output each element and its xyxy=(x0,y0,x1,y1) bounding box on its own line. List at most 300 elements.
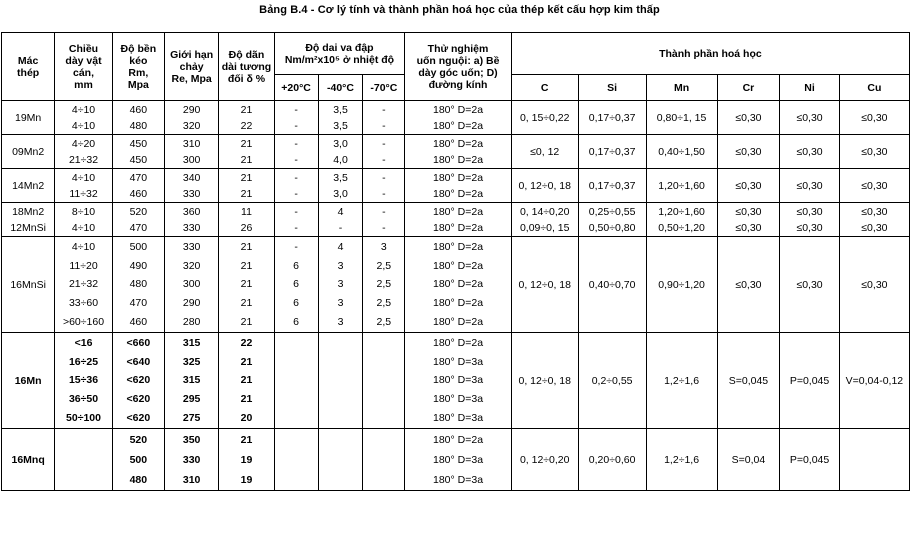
cell-line: - xyxy=(382,187,386,200)
cell-line: 460 xyxy=(129,316,148,329)
header-line: dài tương xyxy=(221,60,272,73)
table-row xyxy=(2,135,910,169)
cell-uon xyxy=(405,203,512,237)
cell-line: 2,5 xyxy=(376,278,392,291)
header-chieu-day xyxy=(55,33,112,101)
cell-t20 xyxy=(274,169,318,203)
cell-line: 6 xyxy=(293,278,300,291)
cell-c xyxy=(511,429,578,491)
cell-line: - xyxy=(382,171,386,184)
cell-t70 xyxy=(363,429,405,491)
cell-line: 19 xyxy=(240,453,253,466)
cell-line: 180° D=3a xyxy=(433,393,484,406)
cell-line: - xyxy=(382,119,386,132)
cell-t20 xyxy=(274,333,318,429)
cell-line: 4÷10 xyxy=(71,221,96,234)
cell-line: 480 xyxy=(129,278,148,291)
header-line: Nm/m²x10⁵ ở nhiệt độ xyxy=(284,53,395,66)
cell-dan xyxy=(219,169,274,203)
header-line: Chiều xyxy=(68,42,99,55)
cell-t40 xyxy=(318,237,363,333)
cell-line: - xyxy=(294,119,298,132)
cell-line: 320 xyxy=(182,259,201,272)
cell-line: 21 xyxy=(240,171,253,184)
cell-rm xyxy=(112,333,164,429)
cell-line: 3,0 xyxy=(333,137,348,150)
cell-line: 4÷10 xyxy=(71,240,96,253)
cell-line: 4 xyxy=(337,240,344,253)
cell-t40 xyxy=(318,135,363,169)
cell-line: 520 xyxy=(129,433,148,446)
cell-line: 26 xyxy=(240,221,253,234)
cell-re xyxy=(164,135,218,169)
cell-t20 xyxy=(274,203,318,237)
cell-t70 xyxy=(363,333,405,429)
cell-line: <660 xyxy=(126,336,151,349)
cell-line: 2,5 xyxy=(376,297,392,310)
cell-line: ≤0,30 xyxy=(796,205,823,218)
cell-day xyxy=(55,203,112,237)
cell-line: 3 xyxy=(337,278,344,291)
cell-line: 21 xyxy=(240,259,253,272)
cell-line: P=0,045 xyxy=(789,453,830,466)
cell-line: 19Mn xyxy=(15,111,42,124)
cell-mn xyxy=(646,169,717,203)
cell-si xyxy=(578,135,646,169)
cell-line: 0, 12÷0,20 xyxy=(519,453,570,466)
cell-line: 19 xyxy=(240,473,253,486)
header-line: chảy xyxy=(179,60,204,73)
header-do-dan xyxy=(219,33,274,101)
cell-line: 315 xyxy=(182,336,201,349)
cell-line: 180° D=3a xyxy=(433,355,484,368)
table-title: Bảng B.4 - Cơ lý tính và thành phần hoá học của thép kết cấu hợp kim thấp xyxy=(259,4,660,16)
header-temp-20: +20°C xyxy=(274,75,318,101)
cell-line: 310 xyxy=(182,473,201,486)
cell-line: 290 xyxy=(182,297,201,310)
cell-cr xyxy=(717,237,780,333)
cell-line: 290 xyxy=(182,103,201,116)
table-body xyxy=(2,101,910,491)
cell-line: 16÷25 xyxy=(68,355,99,368)
cell-line: 480 xyxy=(129,119,148,132)
cell-line: 180° D=2a xyxy=(433,259,484,272)
cell-mn xyxy=(646,237,717,333)
cell-line: <620 xyxy=(126,412,151,425)
cell-ni xyxy=(780,333,840,429)
cell-mn xyxy=(646,203,717,237)
cell-re xyxy=(164,237,218,333)
cell-cu xyxy=(839,237,909,333)
cell-line: 315 xyxy=(182,374,201,387)
cell-line: ≤0,30 xyxy=(796,179,823,192)
cell-line: 180° D=2a xyxy=(433,153,484,166)
cell-c xyxy=(511,101,578,135)
cell-line: 18Mn2 xyxy=(12,205,45,218)
cell-line: 460 xyxy=(129,187,148,200)
cell-line: 22 xyxy=(240,119,253,132)
header-line: đường kính xyxy=(428,78,488,91)
cell-si xyxy=(578,237,646,333)
cell-line: 36÷50 xyxy=(68,393,99,406)
cell-line: 0,25÷0,55 xyxy=(588,205,636,218)
cell-c xyxy=(511,333,578,429)
cell-line: 0,09÷0, 15 xyxy=(519,221,570,234)
cell-line: ≤0,30 xyxy=(796,111,823,124)
cell-line: ≤0,30 xyxy=(861,145,888,158)
cell-line: 21 xyxy=(240,240,253,253)
cell-line: 0, 12÷0, 18 xyxy=(518,179,571,192)
header-thu-nghiem xyxy=(405,33,512,101)
cell-line: 0,17÷0,37 xyxy=(588,111,636,124)
cell-ni xyxy=(780,429,840,491)
cell-line: 325 xyxy=(182,355,201,368)
cell-line: 16Mnq xyxy=(11,453,45,466)
cell-line: ≤0,30 xyxy=(861,221,888,234)
cell-line: 500 xyxy=(129,240,148,253)
cell-line: 0,40÷0,70 xyxy=(588,278,636,291)
cell-t20 xyxy=(274,135,318,169)
cell-c xyxy=(511,169,578,203)
cell-line: <16 xyxy=(74,336,93,349)
cell-t20 xyxy=(274,429,318,491)
cell-line: 180° D=2a xyxy=(433,137,484,150)
cell-line: 21÷32 xyxy=(68,153,99,166)
cell-line: 470 xyxy=(129,297,148,310)
header-temp-40: -40°C xyxy=(318,75,363,101)
cell-line: 3,5 xyxy=(333,103,348,116)
cell-mac xyxy=(2,169,55,203)
cell-uon xyxy=(405,237,512,333)
cell-line: 11÷32 xyxy=(69,187,98,200)
cell-si xyxy=(578,333,646,429)
cell-line: 4÷20 xyxy=(71,137,96,150)
cell-line: - xyxy=(294,103,298,116)
cell-rm xyxy=(112,203,164,237)
header-line: thép xyxy=(17,66,40,79)
header-line: Mác xyxy=(17,54,39,67)
cell-line: 20 xyxy=(240,412,253,425)
cell-line: 0, 14÷0,20 xyxy=(519,205,570,218)
cell-cu xyxy=(839,169,909,203)
cell-t70 xyxy=(363,203,405,237)
cell-line: 0, 12÷0, 18 xyxy=(518,374,571,387)
cell-t70 xyxy=(363,169,405,203)
cell-line: - xyxy=(382,153,386,166)
cell-line: 1,2÷1,6 xyxy=(664,374,700,387)
cell-line: 0,50÷1,20 xyxy=(658,221,705,234)
cell-cr xyxy=(717,203,780,237)
cell-line: ≤0,30 xyxy=(735,179,762,192)
cell-line: ≤0,30 xyxy=(861,205,888,218)
cell-line: 280 xyxy=(182,316,201,329)
cell-line: 490 xyxy=(129,259,148,272)
header-row-1 xyxy=(2,33,910,75)
header-element-c: C xyxy=(511,75,578,101)
cell-cr xyxy=(717,333,780,429)
table-row xyxy=(2,237,910,333)
cell-mac xyxy=(2,101,55,135)
cell-re xyxy=(164,169,218,203)
cell-dan xyxy=(219,135,274,169)
cell-cr xyxy=(717,135,780,169)
cell-line: 11 xyxy=(241,205,252,218)
cell-dan xyxy=(219,237,274,333)
cell-c xyxy=(511,203,578,237)
cell-line: <620 xyxy=(126,393,151,406)
cell-line: 0,80÷1, 15 xyxy=(656,111,707,124)
cell-line: 180° D=2a xyxy=(433,278,484,291)
cell-line: - xyxy=(382,221,386,234)
cell-line: 4,0 xyxy=(333,153,348,166)
cell-cr xyxy=(717,429,780,491)
cell-line: 450 xyxy=(129,137,148,150)
cell-dan xyxy=(219,429,274,491)
cell-line: - xyxy=(294,221,298,234)
cell-re xyxy=(164,101,218,135)
cell-t40 xyxy=(318,203,363,237)
cell-mn xyxy=(646,101,717,135)
cell-line: V=0,04-0,12 xyxy=(845,374,904,387)
cell-uon xyxy=(405,101,512,135)
cell-line: 320 xyxy=(182,119,201,132)
cell-line: 275 xyxy=(182,412,201,425)
cell-t40 xyxy=(318,169,363,203)
cell-uon xyxy=(405,169,512,203)
cell-line: - xyxy=(294,171,298,184)
table-row xyxy=(2,429,910,491)
cell-line: 4÷10 xyxy=(71,119,96,132)
cell-day xyxy=(55,101,112,135)
header-element-mn: Mn xyxy=(646,75,717,101)
cell-line: ≤0,30 xyxy=(861,179,888,192)
cell-line: 21÷32 xyxy=(68,278,99,291)
cell-line: S=0,04 xyxy=(731,453,766,466)
cell-si xyxy=(578,169,646,203)
cell-uon xyxy=(405,333,512,429)
header-line: Rm, xyxy=(128,66,149,79)
cell-line: - xyxy=(382,103,386,116)
cell-line: ≤0,30 xyxy=(796,145,823,158)
cell-line: 12MnSi xyxy=(10,221,46,234)
cell-line: 300 xyxy=(182,153,201,166)
cell-line: 1,2÷1,6 xyxy=(664,453,700,466)
cell-mn xyxy=(646,429,717,491)
cell-line: - xyxy=(294,137,298,150)
cell-line: 295 xyxy=(182,393,201,406)
cell-line: 6 xyxy=(293,259,300,272)
header-line: Mpa xyxy=(127,78,149,91)
cell-line: ≤0,30 xyxy=(735,111,762,124)
header-line: uốn nguội: a) Bề xyxy=(416,54,500,67)
cell-mac xyxy=(2,203,55,237)
cell-line: 21 xyxy=(240,433,253,446)
cell-dan xyxy=(219,203,274,237)
header-line: cán, xyxy=(73,66,95,79)
cell-line: 15÷36 xyxy=(68,374,99,387)
cell-c xyxy=(511,237,578,333)
cell-line: 300 xyxy=(182,278,201,291)
header-line: dày góc uốn; D) xyxy=(418,66,498,79)
cell-re xyxy=(164,429,218,491)
header-do-dai-va-dap xyxy=(274,33,405,75)
cell-line: 21 xyxy=(240,103,253,116)
cell-rm xyxy=(112,101,164,135)
cell-day xyxy=(55,169,112,203)
cell-mac xyxy=(2,429,55,491)
cell-line: 350 xyxy=(182,433,201,446)
cell-line: 340 xyxy=(182,171,201,184)
cell-t40 xyxy=(318,333,363,429)
header-line: Giới hạn xyxy=(170,48,214,61)
cell-line: 180° D=2a xyxy=(433,433,484,446)
cell-uon xyxy=(405,135,512,169)
cell-line: 2,5 xyxy=(376,316,392,329)
cell-ni xyxy=(780,237,840,333)
cell-line: 310 xyxy=(182,137,201,150)
cell-line: 330 xyxy=(182,221,201,234)
cell-line: 180° D=3a xyxy=(433,453,484,466)
cell-day xyxy=(55,429,112,491)
cell-t40 xyxy=(318,429,363,491)
cell-line: 180° D=2a xyxy=(433,187,484,200)
header-element-cr: Cr xyxy=(717,75,780,101)
steel-properties-table xyxy=(1,32,910,491)
cell-line: 11÷20 xyxy=(69,259,98,272)
cell-line: ≤0,30 xyxy=(861,111,888,124)
cell-line: P=0,045 xyxy=(789,374,830,387)
cell-line: - xyxy=(294,187,298,200)
cell-t20 xyxy=(274,101,318,135)
cell-line: 180° D=2a xyxy=(433,316,484,329)
cell-line: 480 xyxy=(129,473,148,486)
cell-ni xyxy=(780,101,840,135)
cell-line: 6 xyxy=(293,316,300,329)
table-row xyxy=(2,101,910,135)
cell-rm xyxy=(112,169,164,203)
cell-cu xyxy=(839,101,909,135)
cell-line: ≤0,30 xyxy=(735,205,762,218)
cell-line: 0, 12÷0, 18 xyxy=(518,278,571,291)
cell-t70 xyxy=(363,237,405,333)
cell-line: 6 xyxy=(293,297,300,310)
header-mac-thep xyxy=(2,33,55,101)
cell-line: 4 xyxy=(337,205,344,218)
cell-si xyxy=(578,203,646,237)
cell-line: 0,20÷0,60 xyxy=(588,453,636,466)
cell-line: 180° D=2a xyxy=(433,171,484,184)
cell-line: S=0,045 xyxy=(728,374,769,387)
cell-line: 21 xyxy=(240,297,253,310)
table-row xyxy=(2,203,910,237)
cell-c xyxy=(511,135,578,169)
cell-line: 09Mn2 xyxy=(12,145,45,158)
cell-rm xyxy=(112,429,164,491)
cell-line: <640 xyxy=(126,355,151,368)
cell-line: 3 xyxy=(337,297,344,310)
cell-t70 xyxy=(363,135,405,169)
cell-line: 3,5 xyxy=(333,119,348,132)
header-line: Re, Mpa xyxy=(171,72,212,85)
cell-line: 0,50÷0,80 xyxy=(588,221,636,234)
cell-mn xyxy=(646,333,717,429)
cell-line: ≤0,30 xyxy=(861,278,888,291)
header-gioi-han xyxy=(164,33,218,101)
cell-re xyxy=(164,333,218,429)
cell-line: 21 xyxy=(240,374,253,387)
cell-line: 21 xyxy=(240,316,253,329)
cell-line: 3 xyxy=(337,316,344,329)
cell-line: 180° D=2a xyxy=(433,205,484,218)
cell-line: 0, 15÷0,22 xyxy=(519,111,570,124)
cell-line: - xyxy=(382,137,386,150)
cell-ni xyxy=(780,135,840,169)
cell-line: 21 xyxy=(240,153,253,166)
cell-uon xyxy=(405,429,512,491)
header-element-cu: Cu xyxy=(839,75,909,101)
cell-line: 180° D=3a xyxy=(433,473,484,486)
cell-line: - xyxy=(294,205,298,218)
cell-ni xyxy=(780,203,840,237)
cell-line: 330 xyxy=(182,240,201,253)
cell-line: 21 xyxy=(240,278,253,291)
cell-line: 450 xyxy=(129,153,148,166)
header-line: Độ bền xyxy=(120,42,157,55)
cell-line: 180° D=2a xyxy=(433,297,484,310)
cell-line: 1,20÷1,60 xyxy=(658,179,705,192)
header-line: dày vật xyxy=(65,54,102,67)
cell-rm xyxy=(112,237,164,333)
cell-cr xyxy=(717,101,780,135)
cell-mac xyxy=(2,135,55,169)
header-thanh-phan: Thành phần hoá học xyxy=(511,33,909,75)
cell-cu xyxy=(839,203,909,237)
cell-line: 0,17÷0,37 xyxy=(588,179,636,192)
cell-line: 360 xyxy=(182,205,201,218)
cell-line: 330 xyxy=(182,453,201,466)
cell-line: - xyxy=(294,240,298,253)
cell-day xyxy=(55,237,112,333)
cell-line: 180° D=2a xyxy=(433,336,484,349)
cell-line: 500 xyxy=(129,453,148,466)
cell-line: 1,20÷1,60 xyxy=(658,205,705,218)
cell-line: 8÷10 xyxy=(71,205,96,218)
cell-line: 2,5 xyxy=(376,259,392,272)
cell-line: 4÷10 xyxy=(71,171,96,184)
cell-ni xyxy=(780,169,840,203)
cell-rm xyxy=(112,135,164,169)
cell-mac xyxy=(2,333,55,429)
cell-line: 16MnSi xyxy=(10,278,46,291)
cell-line: 16Mn xyxy=(14,374,42,387)
cell-line: 3,5 xyxy=(333,171,348,184)
cell-line: 0,17÷0,37 xyxy=(588,145,636,158)
cell-day xyxy=(55,333,112,429)
cell-cu xyxy=(839,333,909,429)
cell-line: 50÷100 xyxy=(66,412,101,425)
cell-line: 21 xyxy=(240,355,253,368)
cell-cr xyxy=(717,169,780,203)
cell-si xyxy=(578,101,646,135)
header-do-ben xyxy=(112,33,164,101)
cell-line: 460 xyxy=(129,103,148,116)
cell-line: 3 xyxy=(337,259,344,272)
cell-line: 180° D=3a xyxy=(433,374,484,387)
cell-cu xyxy=(839,135,909,169)
cell-day xyxy=(55,135,112,169)
header-temp-70: -70°C xyxy=(363,75,405,101)
cell-t70 xyxy=(363,101,405,135)
